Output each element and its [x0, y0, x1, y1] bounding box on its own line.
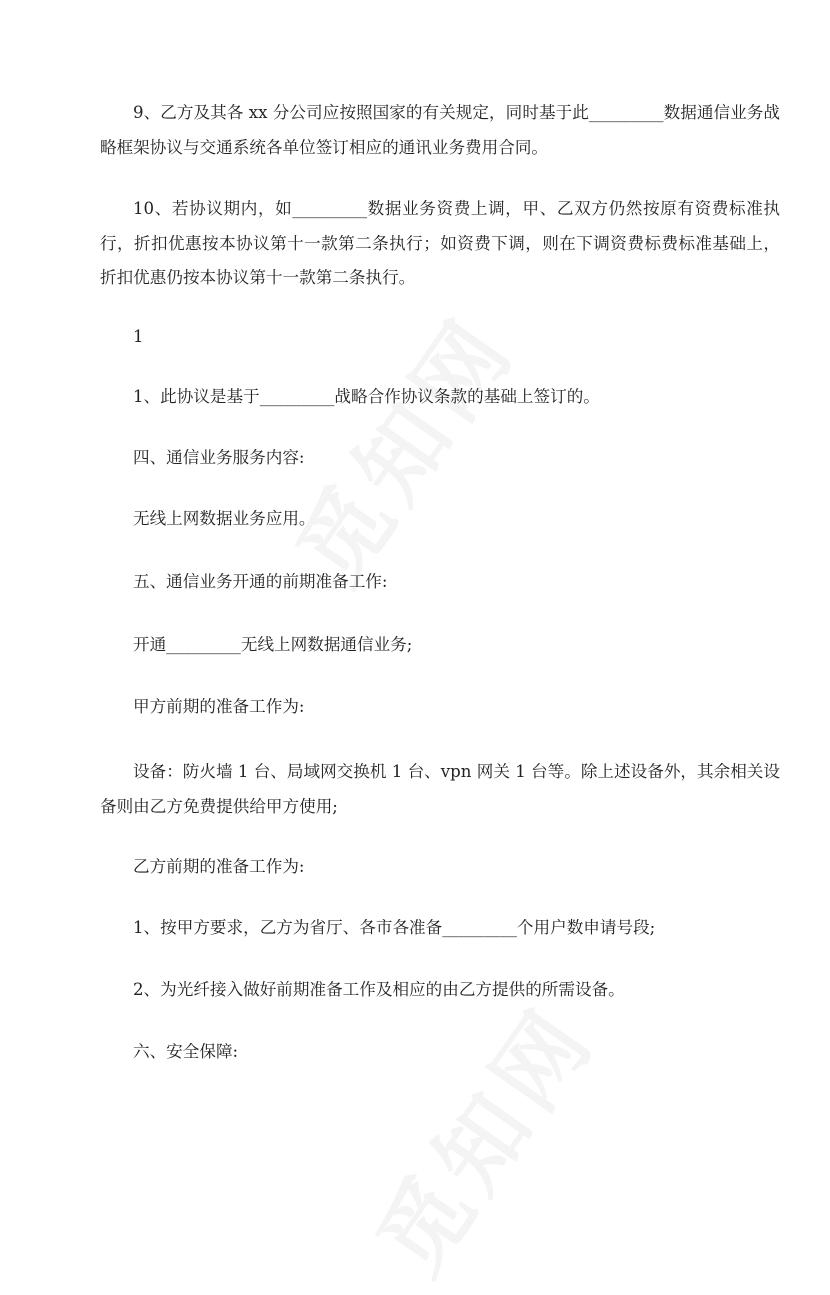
- paragraph: 设备：防火墙 1 台、局域网交换机 1 台、vpn 网关 1 台等。除上述设备外，其余相关设备则由乙方免费提供给甲方使用;: [100, 762, 780, 816]
- watermark: [341, 975, 620, 1295]
- section-heading-5: 五、通信业务开通的前期准备工作:: [133, 572, 388, 591]
- list-item: 1、按甲方要求，乙方为省厅、各市各准备_________个用户数申请号段;: [133, 918, 656, 937]
- list-item: 2、为光纤接入做好前期准备工作及相应的由乙方提供的所需设备。: [133, 980, 625, 999]
- section-heading-4: 四、通信业务服务内容:: [133, 448, 305, 467]
- clause-1: 1、此协议是基于_________战略合作协议条款的基础上签订的。: [133, 387, 600, 406]
- page-number: 1: [133, 327, 144, 346]
- paragraph: 乙方前期的准备工作为:: [133, 857, 305, 876]
- clause-10: 10、若协议期内，如_________数据业务资费上调，甲、乙双方仍然按原有资费标准执行，折扣优惠按本协议第十一款第二条执行；如资费下调，则在下调资费标费标准基础上，折扣优惠仍按本协议第十一款第二条执行。: [100, 199, 780, 287]
- section-heading-6: 六、安全保障:: [133, 1042, 239, 1061]
- paragraph: 甲方前期的准备工作为:: [133, 697, 305, 716]
- paragraph: 无线上网数据业务应用。: [133, 509, 316, 528]
- clause-9: 9、乙方及其各 xx 分公司应按照国家的有关规定，同时基于此_________数据通信业务战略框架协议与交通系统各单位签订相应的通讯业务费用合同。: [100, 103, 780, 157]
- paragraph: 开通_________无线上网数据通信业务;: [133, 635, 413, 654]
